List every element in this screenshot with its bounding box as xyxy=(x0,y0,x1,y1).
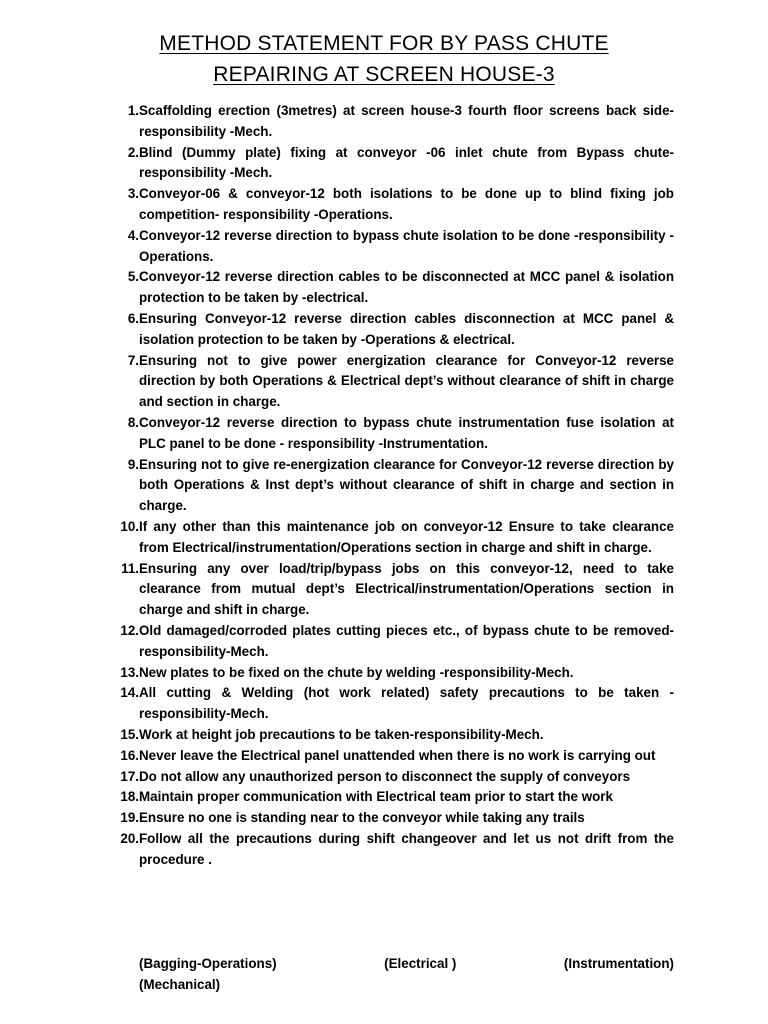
signature-row xyxy=(139,953,674,974)
list-item-number: 14. xyxy=(120,685,139,701)
list-item-number: 7. xyxy=(127,352,139,368)
list-item-text: Conveyor-12 reverse direction cables to be disconnected at MCC panel & isolation protection to be taken by -electrical. xyxy=(139,269,674,306)
list-item xyxy=(111,351,674,413)
list-item-number: 16. xyxy=(120,747,139,763)
list-item-text: Never leave the Electrical panel unattended when there is no work is carrying out xyxy=(139,747,656,763)
list-item xyxy=(111,267,674,309)
list-item-number: 6. xyxy=(127,310,139,326)
list-item-number: 18. xyxy=(120,789,139,805)
list-item-number: 12. xyxy=(120,622,139,638)
list-item xyxy=(111,787,674,808)
list-item-text: Conveyor-12 reverse direction to bypass chute isolation to be done -responsibility -Operations. xyxy=(139,227,674,264)
list-item-number: 9. xyxy=(127,456,139,472)
list-item xyxy=(111,184,674,226)
list-item-number: 4. xyxy=(127,227,139,243)
list-item-text: Conveyor-06 & conveyor-12 both isolations to be done up to blind fixing job competition- responsibility -Operations. xyxy=(139,186,674,222)
list-item-number: 15. xyxy=(120,726,139,742)
list-item-number: 5. xyxy=(127,269,139,285)
list-item-number: 10. xyxy=(120,518,139,534)
signature-mechanical: (Mechanical) xyxy=(139,977,221,992)
title-line-1: METHOD STATEMENT FOR BY PASS CHUTE xyxy=(159,32,609,55)
signature-instrumentation: (Instrumentation) xyxy=(563,956,674,971)
title-line-2: REPAIRING AT SCREEN HOUSE-3 xyxy=(213,63,555,86)
document-title xyxy=(0,28,768,90)
list-item-text: Blind (Dummy plate) fixing at conveyor -06 inlet chute from Bypass chute-responsibility -Mech. xyxy=(139,144,674,181)
list-item-text: Ensure no one is standing near to the conveyor while taking any trails xyxy=(139,810,585,826)
list-item-text: New plates to be fixed on the chute by welding -responsibility-Mech. xyxy=(139,664,574,680)
list-item xyxy=(111,143,674,185)
list-item xyxy=(111,808,674,829)
list-item-number: 3. xyxy=(127,186,139,202)
list-item-text: If any other than this maintenance job on conveyor-12 Ensure to take clearance from Electrical/instrumentation/Operations section in charge and shift in charge. xyxy=(139,518,674,555)
method-steps-list xyxy=(111,101,674,870)
list-item-text: Follow all the precautions during shift changeover and let us not drift from the procedure . xyxy=(139,830,674,867)
list-item-text: Scaffolding erection (3metres) at screen house-3 fourth floor screens back side-responsibility -Mech. xyxy=(139,103,674,139)
list-item xyxy=(111,559,674,621)
list-item xyxy=(111,413,674,455)
list-item xyxy=(111,455,674,517)
list-item-text: Work at height job precautions to be taken-responsibility-Mech. xyxy=(139,726,544,742)
list-item-number: 19. xyxy=(120,810,139,826)
list-item-number: 8. xyxy=(127,414,139,430)
list-item-number: 13. xyxy=(120,664,139,680)
list-item xyxy=(111,725,674,746)
list-item-text: Conveyor-12 reverse direction to bypass chute instrumentation fuse isolation at PLC panel to be done - responsibility -Instrumentation. xyxy=(139,414,674,451)
list-item-number: 1. xyxy=(127,103,139,118)
list-item-text: Ensuring not to give re-energization clearance for Conveyor-12 reverse direction by both Operations & Inst dept’s without clearance of shift in charge and section in charge. xyxy=(139,456,674,514)
list-item-number: 20. xyxy=(120,830,139,846)
list-item-text: Ensuring not to give power energization clearance for Conveyor-12 reverse direction by both Operations & Electrical dept’s without clearance of shift in charge and section in charge. xyxy=(139,352,674,410)
list-item-text: Maintain proper communication with Electrical team prior to start the work xyxy=(139,789,613,805)
list-item-text: All cutting & Welding (hot work related) safety precautions to be taken -responsibility-Mech. xyxy=(139,685,674,722)
list-item xyxy=(111,767,674,788)
list-item-number: 17. xyxy=(120,768,139,784)
list-item xyxy=(111,309,674,351)
list-item xyxy=(111,683,674,725)
list-item-number: 11. xyxy=(121,560,139,576)
list-item-text: Ensuring Conveyor-12 reverse direction cables disconnection at MCC panel & isolation protection to be taken by -Operations & electrical. xyxy=(139,310,674,347)
signature-electrical: (Electrical ) xyxy=(384,956,457,971)
list-item xyxy=(111,829,674,871)
list-item-text: Ensuring any over load/trip/bypass jobs on this conveyor-12, need to take clearance from mutual dept’s Electrical/instrumentation/Operations section in charge and shift in charge. xyxy=(139,560,674,618)
list-item xyxy=(111,663,674,684)
list-item xyxy=(111,621,674,663)
list-item-number: 2. xyxy=(127,144,139,160)
list-item xyxy=(111,226,674,268)
list-item xyxy=(111,746,674,767)
list-item xyxy=(111,101,674,143)
signature-bagging-operations: (Bagging-Operations) xyxy=(139,956,277,971)
list-item-text: Old damaged/corroded plates cutting pieces etc., of bypass chute to be removed-responsibility-Mech. xyxy=(139,622,674,659)
list-item xyxy=(111,517,674,559)
list-item-text: Do not allow any unauthorized person to disconnect the supply of conveyors xyxy=(139,768,631,784)
